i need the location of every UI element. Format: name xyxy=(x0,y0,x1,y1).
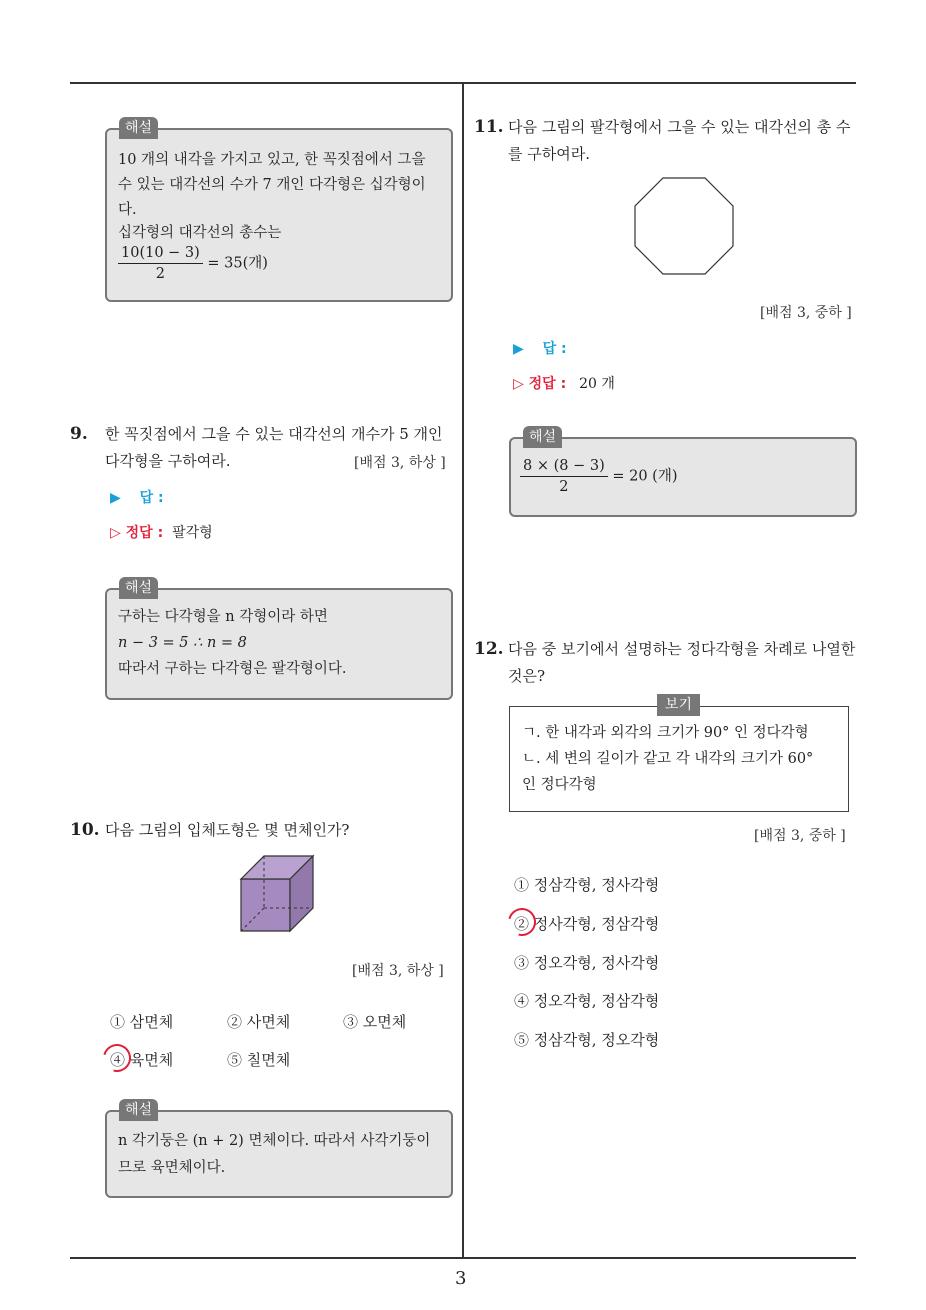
q12-choice-2[interactable]: ② 정사각형, 정삼각형 xyxy=(514,915,660,933)
q9-score: [배점 3, 하상 ] xyxy=(354,455,446,471)
q10-choice-5[interactable]: ⑤ 칠면체 xyxy=(227,1051,291,1069)
q9-solution-text xyxy=(118,604,448,682)
q12-choice-3[interactable]: ③ 정오각형, 정사각형 xyxy=(514,954,660,972)
q8-fraction xyxy=(118,243,203,284)
octagon-figure xyxy=(632,175,736,277)
correct-arrow-icon: ▷ xyxy=(110,525,121,541)
q9-correct-row xyxy=(110,522,213,542)
page-number: 3 xyxy=(455,1268,467,1289)
q9-correct-label: 정답 : xyxy=(125,525,164,541)
q9-answer-label: 답 : xyxy=(139,490,164,506)
q8-frac-num: 10(10 − 3) xyxy=(118,243,203,264)
q9-number: 9. xyxy=(70,424,88,444)
q11-text-line1: 다음 그림의 팔각형에서 그을 수 있는 대각선의 총 수 xyxy=(508,118,851,136)
q11-correct-row xyxy=(513,373,615,393)
q11-frac-rest: = 20 (개) xyxy=(612,468,678,485)
q8-sol-line2: 수 있는 대각선의 수가 7 개인 다각형은 십각형이 xyxy=(118,177,426,193)
q8-sol-line3: 다. xyxy=(118,202,137,218)
q8-sol-formula xyxy=(118,243,448,284)
q10-choice-1[interactable]: ① 삼면체 xyxy=(110,1013,174,1031)
q12-bogi-tag: 보기 xyxy=(657,694,700,716)
q11-frac-den: 2 xyxy=(559,479,569,495)
q9-sol-line1: 구하는 다각형을 n 각형이라 하면 xyxy=(118,609,328,625)
q12-text-line1: 다음 중 보기에서 설명하는 정다각형을 차례로 나열한 xyxy=(508,640,856,658)
q11-solution-formula xyxy=(520,456,677,497)
q12-bogi-text xyxy=(522,720,842,798)
q10-choice-3[interactable]: ③ 오면체 xyxy=(343,1013,407,1031)
q10-solution-tag: 해설 xyxy=(119,1099,158,1121)
q12-bogi-line1: ㄱ. 한 내각과 외각의 크기가 90° 인 정다각형 xyxy=(522,725,809,741)
q12-choice-5[interactable]: ⑤ 정삼각형, 정오각형 xyxy=(514,1031,660,1049)
correct-arrow-icon: ▷ xyxy=(513,376,524,392)
q10-number: 10. xyxy=(70,820,100,840)
q10-solution-text xyxy=(118,1128,448,1182)
q11-answer-row xyxy=(513,338,567,358)
q10-choice-4[interactable]: ④ 육면체 xyxy=(110,1051,174,1069)
q11-solution-tag: 해설 xyxy=(523,426,562,448)
q8-solution-text xyxy=(118,148,448,284)
q11-frac-num: 8 × (8 − 3) xyxy=(520,456,608,477)
q8-sol-line4: 십각형의 대각선의 총수는 xyxy=(118,225,282,241)
q12-choice-1[interactable]: ① 정삼각형, 정사각형 xyxy=(514,876,660,894)
q12-choice-4[interactable]: ④ 정오각형, 정삼각형 xyxy=(514,992,660,1010)
q10-text: 다음 그림의 입체도형은 몇 면체인가? xyxy=(105,821,350,839)
answer-arrow-icon: ▶ xyxy=(110,490,121,506)
q9-sol-line2: n − 3 = 5 ∴ n = 8 xyxy=(118,635,247,651)
answer-arrow-icon: ▶ xyxy=(513,341,524,357)
q9-solution-tag: 해설 xyxy=(119,577,158,599)
q8-solution-tag: 해설 xyxy=(119,117,158,139)
q11-correct-label: 정답 : xyxy=(528,376,567,392)
column-divider xyxy=(462,84,464,1259)
q11-text xyxy=(508,114,858,168)
q9-text-line2: 다각형을 구하여라. xyxy=(105,452,231,470)
q11-correct-value: 20 개 xyxy=(579,376,615,392)
q12-bogi-line2: ㄴ. 세 변의 길이가 같고 각 내각의 크기가 60° xyxy=(522,751,814,767)
cube-figure xyxy=(238,853,318,935)
q9-answer-row xyxy=(110,487,164,507)
q8-sol-line1: 10 개의 내각을 가지고 있고, 한 꼭짓점에서 그을 xyxy=(118,152,426,168)
q12-selected-mark xyxy=(503,903,541,941)
q10-choice-2[interactable]: ② 사면체 xyxy=(227,1013,291,1031)
q11-fraction xyxy=(520,456,608,497)
q10-sol-line2: 므로 육면체이다. xyxy=(118,1160,226,1176)
q12-text xyxy=(508,636,858,690)
q10-sol-line1: n 각기둥은 (n + 2) 면체이다. 따라서 사각기둥이 xyxy=(118,1133,431,1149)
q11-answer-label: 답 : xyxy=(542,341,567,357)
cube-front-face xyxy=(241,879,290,931)
q12-text-line2: 것은? xyxy=(508,667,546,685)
q12-score: [배점 3, 중하 ] xyxy=(754,828,846,844)
q9-correct-value: 팔각형 xyxy=(172,525,213,541)
q12-bogi-line3: 인 정다각형 xyxy=(522,777,597,793)
q12-number: 12. xyxy=(474,639,504,659)
q8-frac-rest: = 35(개) xyxy=(207,255,268,272)
q9-sol-line3: 따라서 구하는 다각형은 팔각형이다. xyxy=(118,661,347,677)
q8-frac-den: 2 xyxy=(155,266,166,282)
octagon-shape xyxy=(635,178,733,274)
bottom-rule xyxy=(70,1257,856,1259)
q9-text-line1: 한 꼭짓점에서 그을 수 있는 대각선의 개수가 5 개인 xyxy=(105,425,443,443)
q10-score: [배점 3, 하상 ] xyxy=(352,963,444,979)
q11-score: [배점 3, 중하 ] xyxy=(760,305,852,321)
q10-selected-mark xyxy=(98,1039,136,1077)
q11-text-line2: 를 구하여라. xyxy=(508,145,590,163)
q11-number: 11. xyxy=(474,117,504,137)
